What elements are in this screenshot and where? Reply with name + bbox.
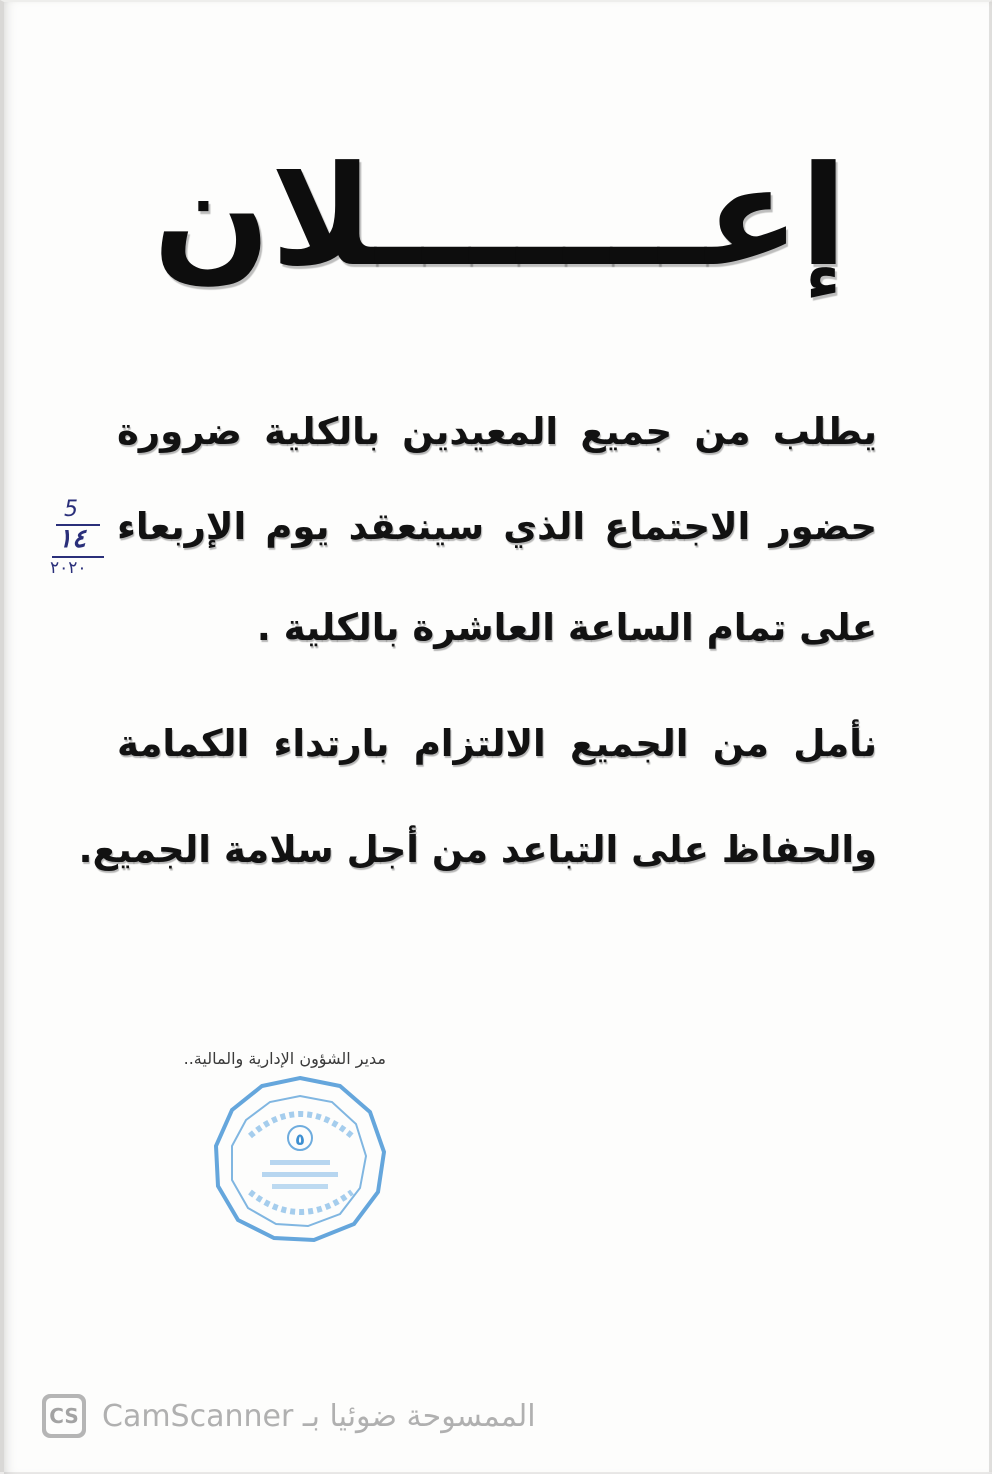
body-line-4: نأمل من الجميع الالتزام بارتداء الكمامة bbox=[117, 722, 877, 765]
camscanner-watermark bbox=[42, 1392, 602, 1442]
body-line-2: حضور الاجتماع الذي سينعقد يوم الإربعاء bbox=[117, 505, 877, 548]
signature-title: مدير الشؤون الإدارية والمالية.. bbox=[183, 1049, 386, 1068]
official-seal-stamp bbox=[210, 1074, 390, 1244]
handwritten-date bbox=[46, 498, 118, 588]
date-month: ١٤ bbox=[58, 524, 86, 554]
body-line-1: يطلب من جميع المعيدين بالكلية ضرورة bbox=[117, 410, 877, 453]
seal-arc-text-bottom bbox=[250, 1192, 352, 1212]
date-year: ٢٠٢٠ bbox=[50, 558, 87, 578]
camscanner-watermark-text: الممسوحة ضوئيا بـ CamScanner bbox=[102, 1399, 536, 1434]
seal-text-line-3 bbox=[272, 1184, 328, 1189]
body-line-5: والحفاظ على التباعد من أجل سلامة الجميع. bbox=[78, 828, 877, 871]
seal-text-line-2 bbox=[262, 1172, 338, 1177]
camscanner-logo-icon bbox=[42, 1394, 86, 1438]
announcement-title: إعـــــــلان bbox=[152, 136, 848, 297]
seal-text-line-1 bbox=[270, 1160, 330, 1165]
seal-center-mark: ٥ bbox=[295, 1130, 305, 1149]
body-line-3: على تمام الساعة العاشرة بالكلية . bbox=[256, 606, 877, 649]
camscanner-logo-letters: CS bbox=[46, 1398, 82, 1434]
seal-outer-ring bbox=[216, 1078, 384, 1240]
date-day: 5 bbox=[64, 497, 78, 522]
